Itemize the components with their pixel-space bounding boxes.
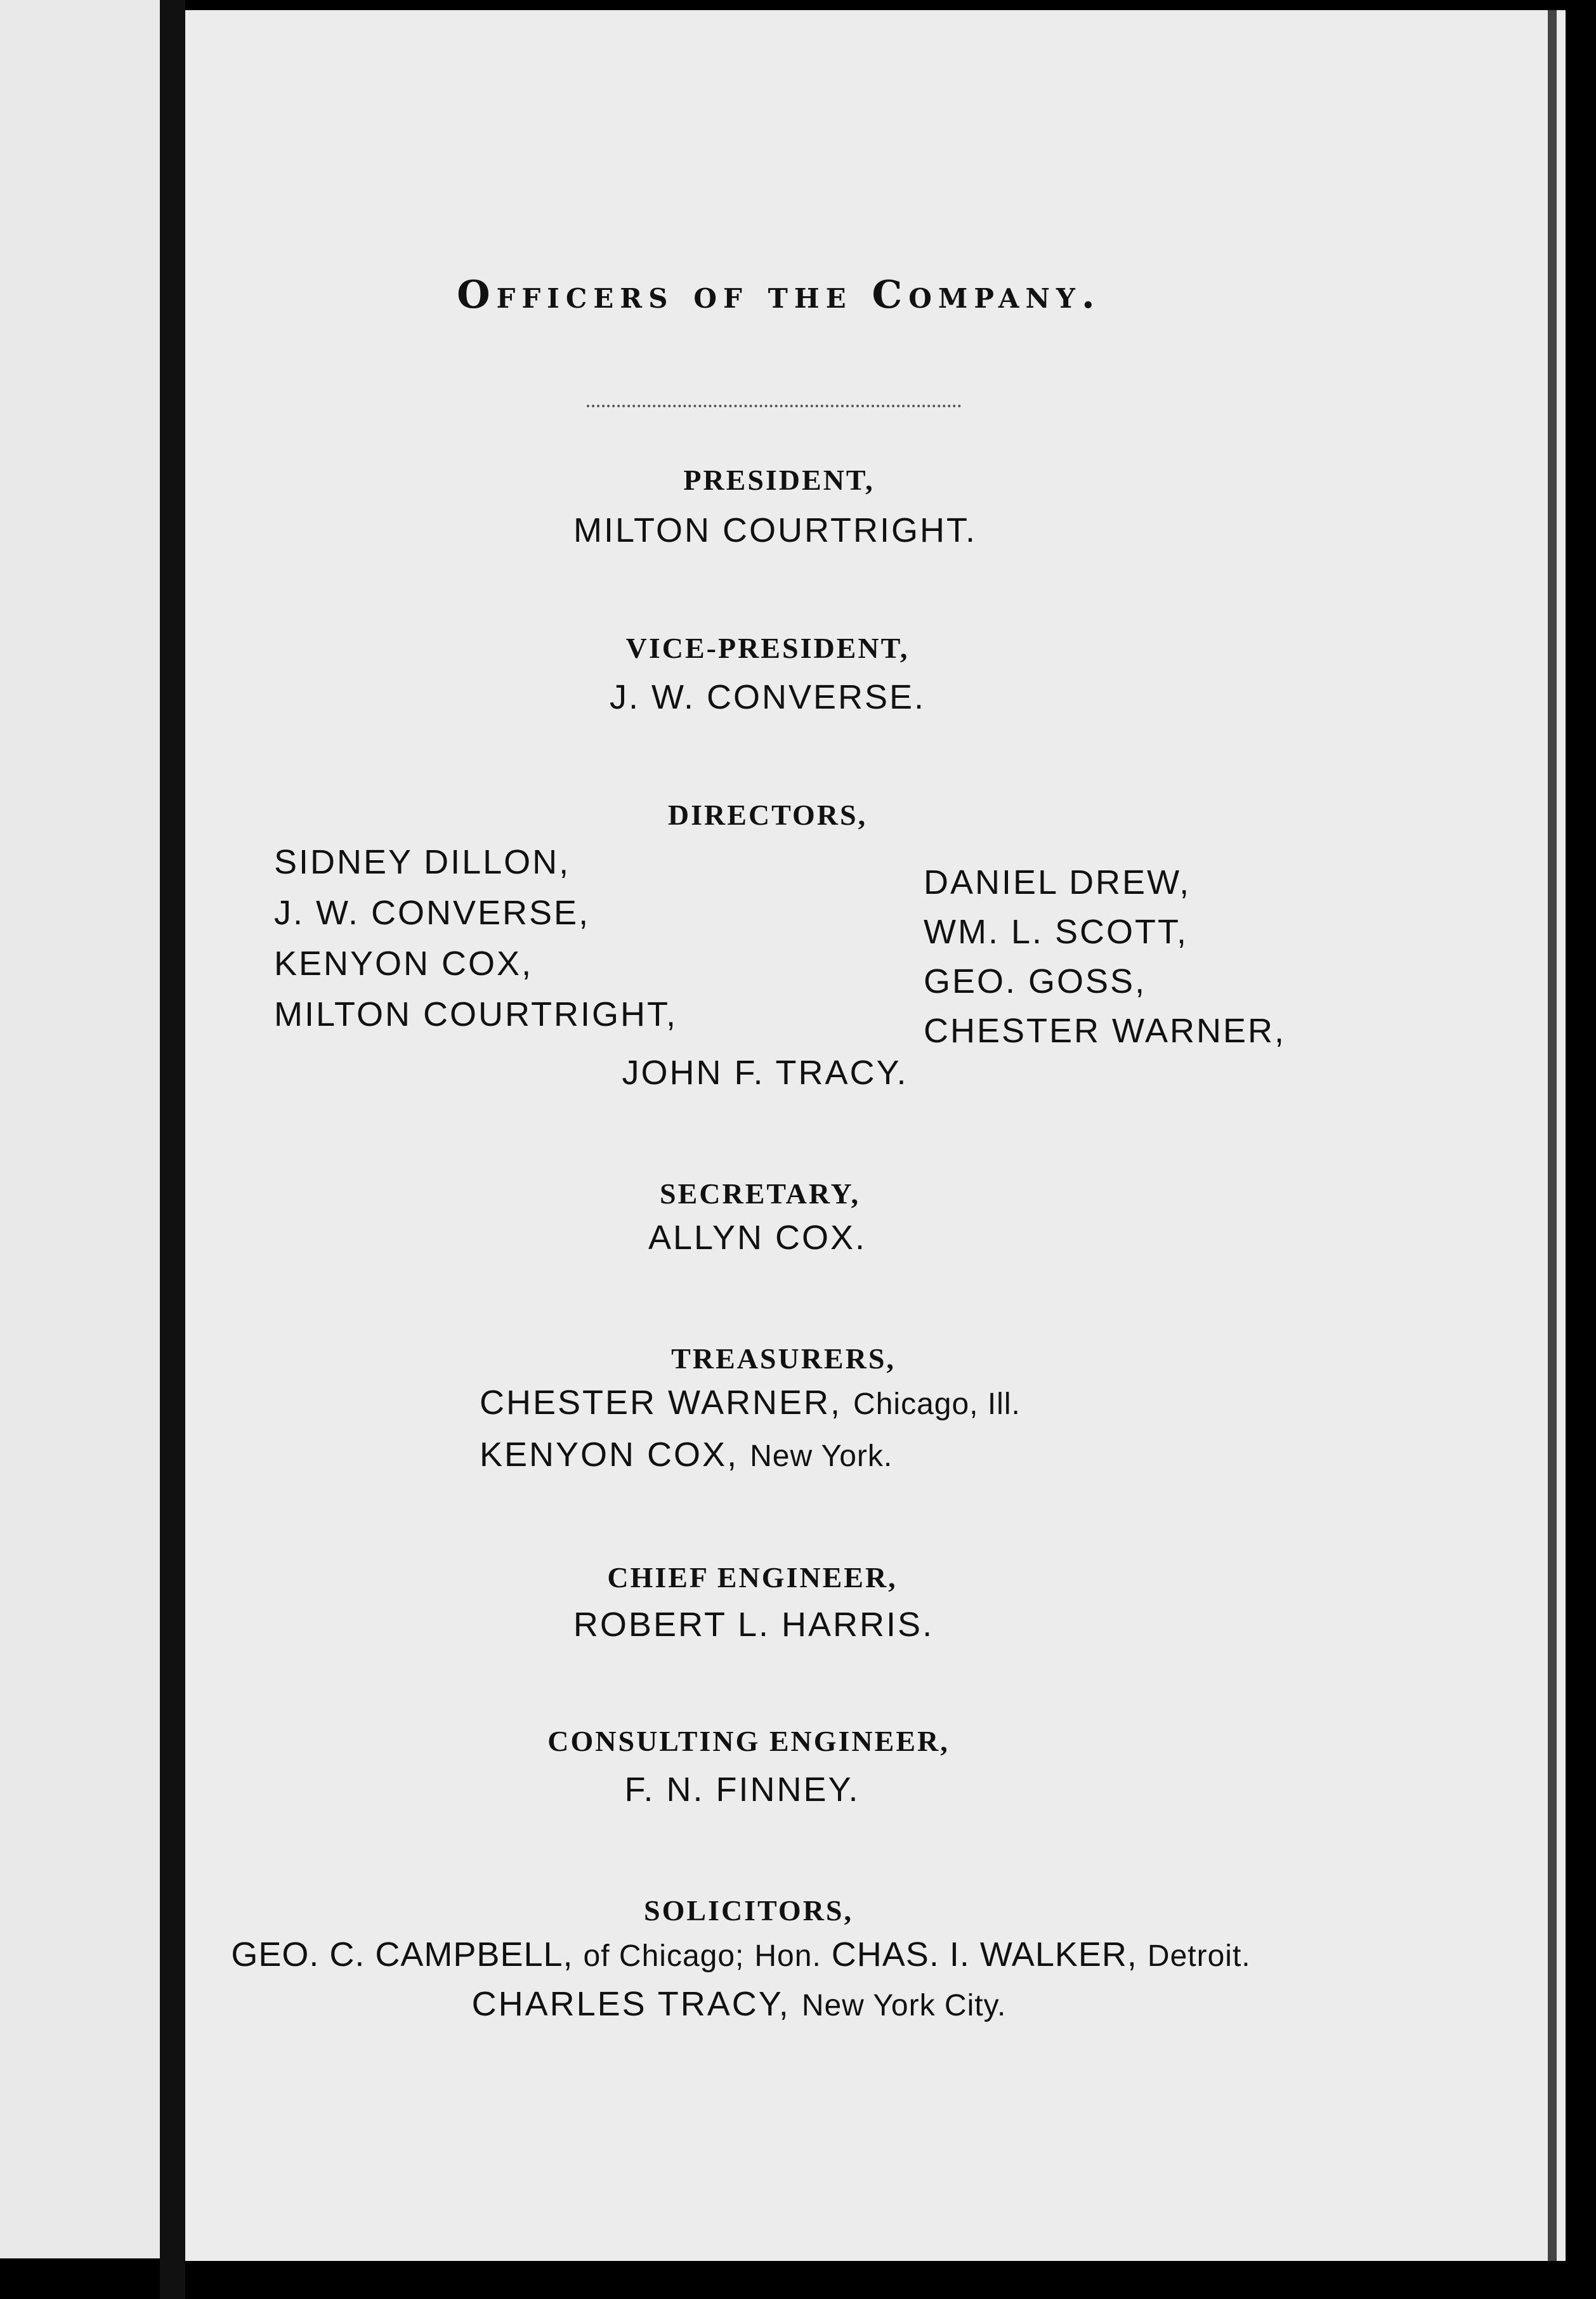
title-divider [587,405,961,407]
director-right-4: CHESTER WARNER, [924,1012,1286,1050]
vice-president-name: J. W. CONVERSE. [609,678,926,716]
chief-engineer-name: ROBERT L. HARRIS. [573,1606,934,1644]
president-name: MILTON COURTRIGHT. [573,511,978,549]
director-left-1: SIDNEY DILLON, [274,843,571,881]
solicitors-heading: SOLICITORS, [643,1894,854,1927]
director-left-2: J. W. CONVERSE, [274,894,591,932]
director-right-1: DANIEL DREW, [924,863,1191,901]
solicitors-line-1 [231,1935,1250,1974]
director-right-2: WM. L. SCOTT, [924,913,1188,951]
left-page-edge [0,0,160,2258]
solicitor-2-place: Detroit. [1147,1939,1251,1973]
directors-heading: DIRECTORS, [667,799,868,831]
page-right-edge [1548,10,1557,2261]
treasurer-1 [480,1383,1021,1422]
page-title: Officers of the Company. [457,273,1101,317]
treasurer-2-name: KENYON COX, [480,1436,739,1474]
consulting-engineer-name: F. N. FINNEY. [624,1771,860,1809]
treasurer-2-place: New York. [750,1439,893,1473]
director-left-3: KENYON COX, [274,945,533,983]
solicitor-3-place: New York City. [801,1989,1007,2022]
director-center: JOHN F. TRACY. [622,1054,908,1092]
treasurer-2 [480,1435,893,1474]
treasurer-1-place: Chicago, Ill. [853,1387,1021,1421]
director-left-4: MILTON COURTRIGHT, [274,995,678,1033]
director-right-3: GEO. GOSS, [924,962,1147,1000]
solicitors-line-2 [472,1984,1007,2024]
solicitor-2-name: CHAS. I. WALKER, [831,1935,1137,1974]
consulting-engineer-heading: CONSULTING ENGINEER, [547,1725,950,1757]
book-binding [160,0,185,2299]
solicitor-2-prefix: Hon. [754,1939,821,1973]
solicitor-1-name: GEO. C. CAMPBELL, [231,1935,573,1974]
solicitor-1-place: of Chicago; [583,1939,745,1973]
secretary-name: ALLYN COX. [648,1219,867,1257]
president-heading: PRESIDENT, [683,464,875,496]
solicitor-3-name: CHARLES TRACY, [471,1985,790,2023]
treasurers-heading: TREASURERS, [671,1342,896,1375]
chief-engineer-heading: CHIEF ENGINEER, [607,1561,898,1594]
secretary-heading: SECRETARY, [660,1177,860,1210]
vice-president-heading: VICE-PRESIDENT, [625,632,910,664]
treasurer-1-name: CHESTER WARNER, [480,1384,842,1422]
document-page [185,10,1566,2261]
